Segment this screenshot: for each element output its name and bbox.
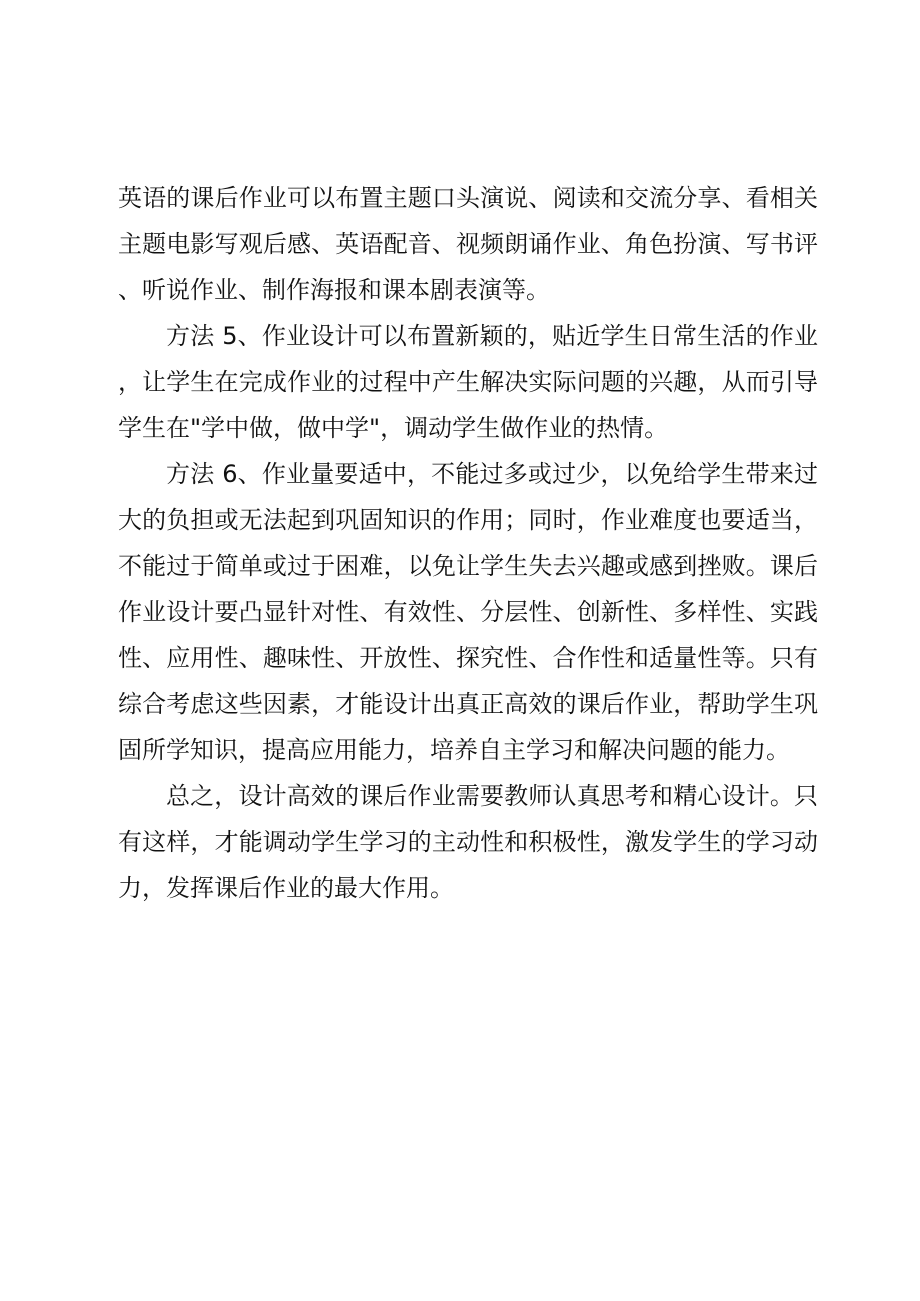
paragraph-method-6: 方法 6、作业量要适中，不能过多或过少，以免给学生带来过大的负担或无法起到巩固知识的作用；同时，作业难度也要适当，不能过于简单或过于困难，以免让学生失去兴趣或感到挫败。课后作业设计要凸显针对性、有效性、分层性、创新性、多样性、实践性、应用性、趣味性、开放性、探究性、合作性和适量性等。只有综合考虑这些因素，才能设计出真正高效的课后作业，帮助学生巩固所学知识，提高应用能力，培养自主学习和解决问题的能力。 (118, 460, 818, 764)
paragraph-english-homework: 英语的课后作业可以布置主题口头演说、阅读和交流分享、看相关主题电影写观后感、英语配音、视频朗诵作业、角色扮演、写书评、听说作业、制作海报和课本剧表演等。 (118, 184, 818, 304)
paragraph-method-5: 方法 5、作业设计可以布置新颖的，贴近学生日常生活的作业，让学生在完成作业的过程中产生解决实际问题的兴趣，从而引导学生在"学中做，做中学"，调动学生做作业的热情。 (118, 322, 818, 442)
document-body (118, 175, 818, 911)
paragraph-conclusion: 总之，设计高效的课后作业需要教师认真思考和精心设计。只有这样，才能调动学生学习的主动性和积极性，激发学生的学习动力，发挥课后作业的最大作用。 (118, 782, 818, 902)
